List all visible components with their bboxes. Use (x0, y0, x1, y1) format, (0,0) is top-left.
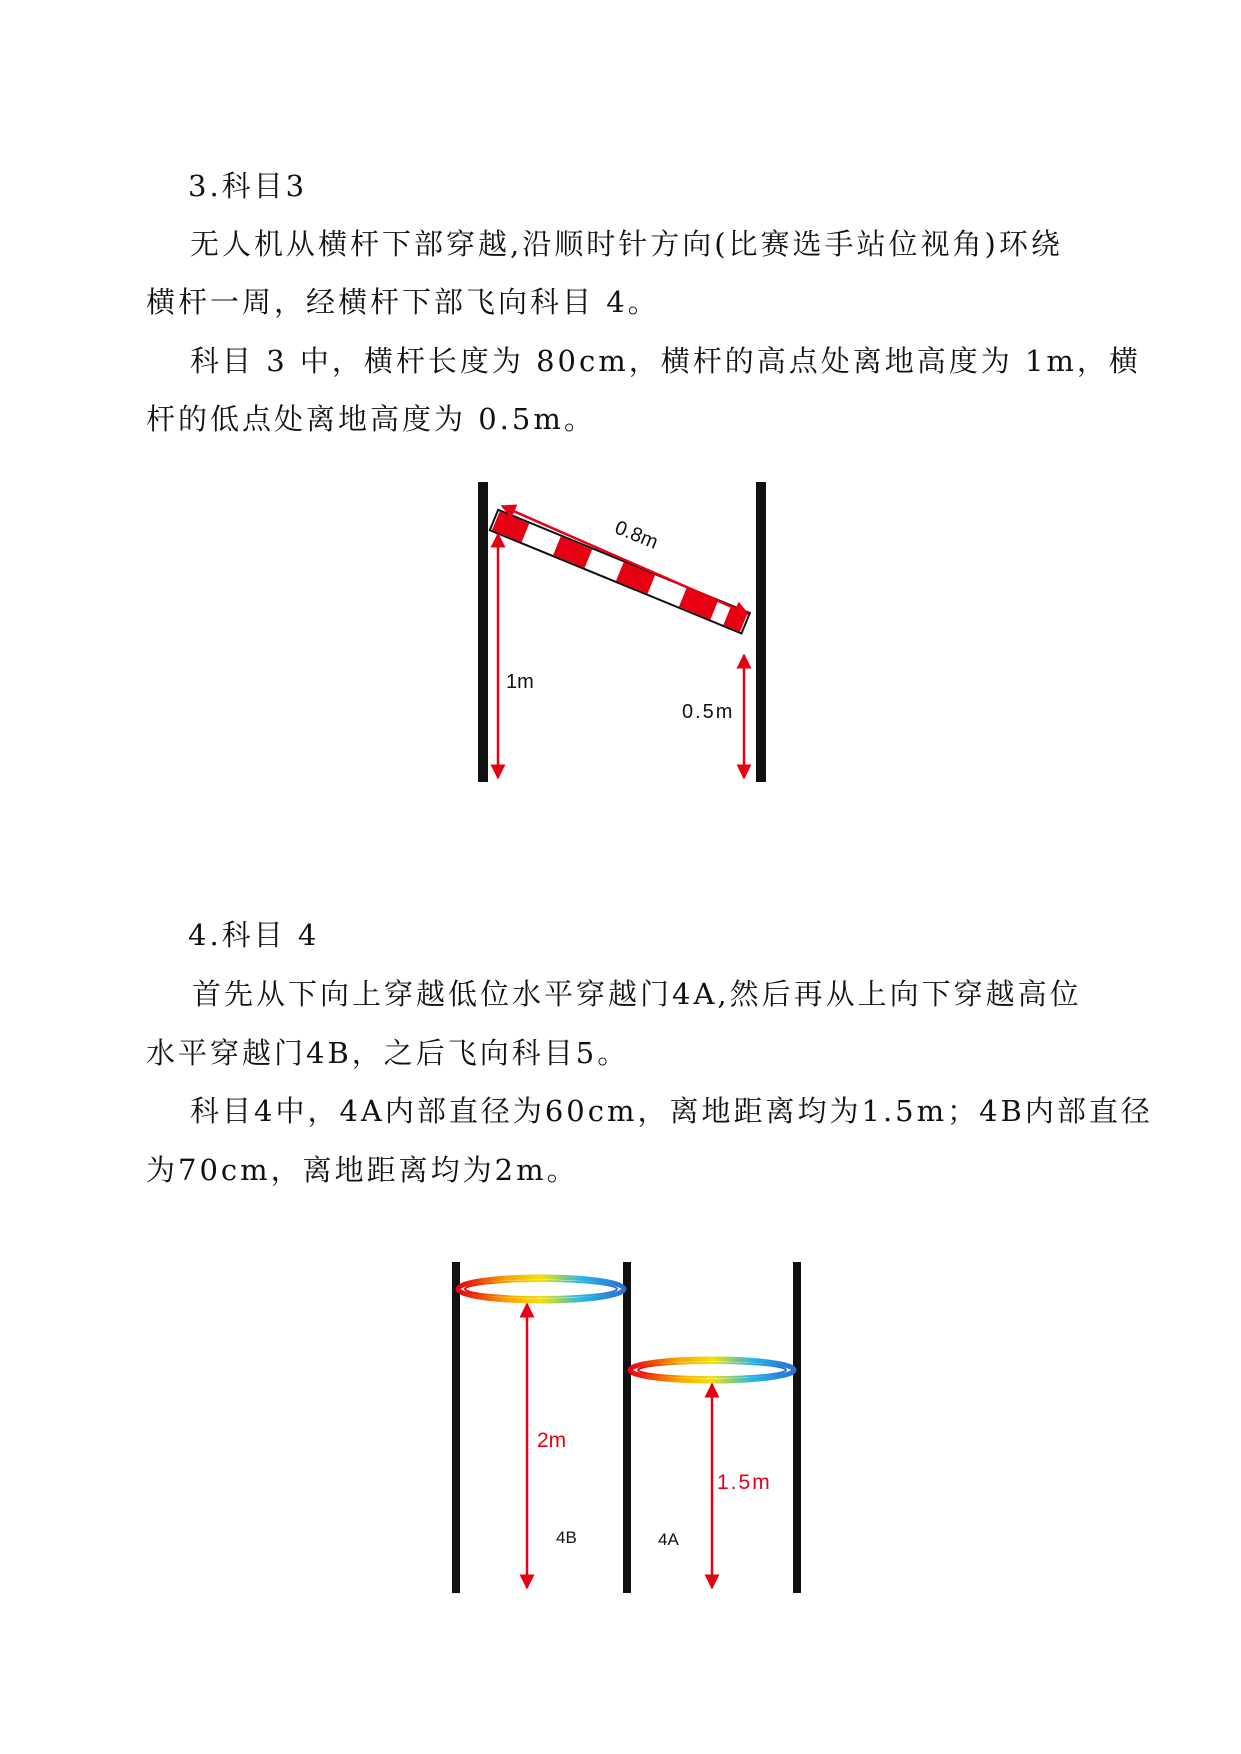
gate-pole-right (793, 1262, 801, 1593)
section4-para1-line1: 首先从下向上穿越低位水平穿越门4A,然后再从上向下穿越高位 (192, 977, 1082, 1011)
gate-4a-label: 4A (658, 1530, 679, 1549)
gate-4b-label: 4B (556, 1528, 577, 1547)
section4-para1-line2: 水平穿越门4B，之后飞向科目5。 (146, 1036, 630, 1070)
gate-pole-left (452, 1262, 460, 1593)
section3-para2-line2: 杆的低点处离地高度为 0.5m。 (146, 402, 596, 436)
high-point-label: 1m (506, 671, 534, 693)
section4-para2-line2: 为70cm，离地距离均为2m。 (146, 1153, 579, 1187)
low-point-label: 0.5m (682, 701, 735, 723)
gate-4a-ring (630, 1359, 794, 1381)
section4-heading: 4.科目 4 (188, 918, 320, 952)
bar-length-label: 0.8m (611, 516, 662, 554)
section3-heading: 3.科目3 (188, 169, 308, 203)
section3-para1-line2: 横杆一周，经横杆下部飞向科目 4。 (146, 285, 660, 319)
section4-para2-line1: 科目4中，4A内部直径为60cm，离地距离均为1.5m；4B内部直径 (190, 1094, 1153, 1128)
gate-4b-height-label: 2m (537, 1429, 567, 1452)
gate-4a-height-label: 1.5m (717, 1471, 772, 1494)
section3-para1-line1: 无人机从横杆下部穿越,沿顺时针方向(比赛选手站位视角)环绕 (190, 227, 1063, 261)
gate-4b-ring (458, 1277, 624, 1301)
gate-pole-middle (623, 1262, 631, 1593)
section3-para2-line1: 科目 3 中，横杆长度为 80cm，横杆的高点处离地高度为 1m，横 (190, 344, 1141, 378)
